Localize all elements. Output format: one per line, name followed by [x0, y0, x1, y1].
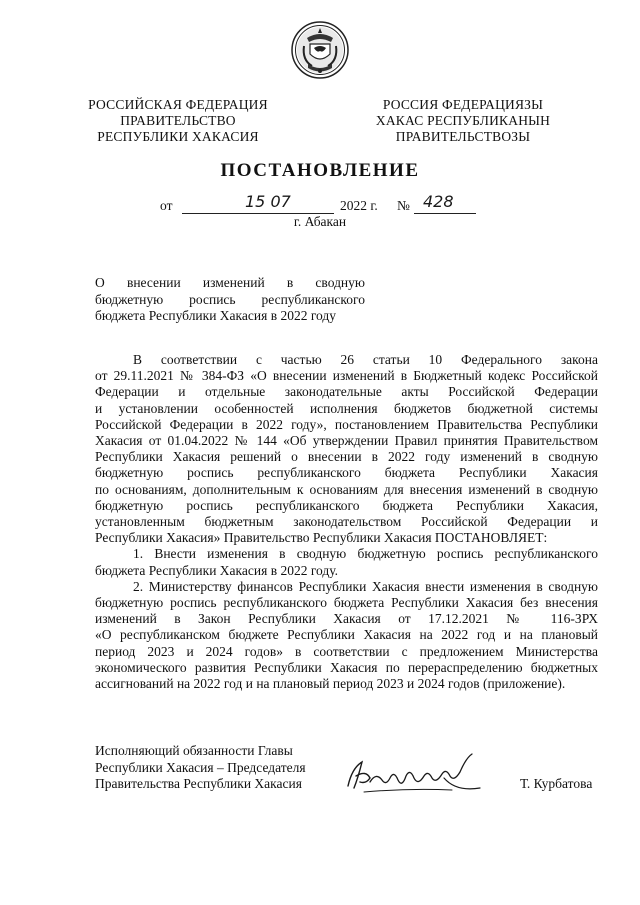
body-line: Республики Хакасия» Правительство Республики Хакасия ПОСТАНОВЛЯЕТ: [95, 530, 548, 546]
header-right [368, 97, 558, 145]
date-prefix: от [160, 198, 173, 213]
body-line: Федерации и отдельные законодательные акты Российской Федерации [95, 384, 598, 400]
item-2-line: изменений в Закон Республики Хакасия от 17.12.2021 № 116-ЗРХ [95, 611, 598, 627]
body-line: В соответствии с частью 26 статьи 10 Федерального закона [133, 352, 598, 367]
header-right-line: РОССИЯ ФЕДЕРАЦИЯЗЫ [382, 97, 544, 112]
body-line: бюджетную роспись республиканского бюджета Республики Хакасия, [95, 497, 598, 513]
body-line: по основаниям, дополнительным к основаниям для внесения изменений в сводную [95, 481, 598, 497]
item-2-line: бюджетную роспись республиканского бюджета Республики Хакасия без внесения [95, 595, 598, 611]
number-sign: № [397, 198, 410, 213]
signatory-position-line: Республики Хакасия – Председателя [95, 759, 306, 775]
header-left-line: РОССИЙСКАЯ ФЕДЕРАЦИЯ [88, 97, 268, 112]
document-title: ПОСТАНОВЛЕНИЕ [220, 160, 420, 181]
document-body [95, 352, 598, 692]
document-subject [95, 275, 365, 325]
header-left-line: ПРАВИТЕЛЬСТВО [120, 113, 236, 128]
body-line: Российской Федерации в 2022 году», постановлением Правительства Республики [95, 416, 598, 432]
item-1-line: 1. Внести изменения в сводную бюджетную роспись республиканского [133, 546, 598, 562]
signatory-position-line: Исполняющий обязанности Главы [95, 743, 293, 758]
signatory-position-line: Правительства Республики Хакасия [95, 776, 302, 791]
item-2-line: ассигнований на 2022 год и на плановый период 2023 и 2024 годов (приложение). [95, 676, 566, 692]
body-line: бюджетную роспись республиканского бюджета Республики Хакасия [95, 465, 598, 481]
item-2-line: экономического развития Республики Хакасия по перераспределению бюджетных [95, 659, 598, 675]
subject-line: бюджета Республики Хакасия в 2022 году [95, 308, 337, 323]
body-line: Хакасия от 01.04.2022 № 144 «Об утверждении Правил принятия Правительством [95, 433, 598, 449]
item-2-line: 2. Министерству финансов Республики Хакасия внести изменения в сводную [133, 578, 598, 594]
header-right-line: ХАКАС РЕСПУБЛИКАНЫН [375, 113, 551, 128]
handwritten-number: 428 [423, 192, 454, 211]
body-line: установленным бюджетным законодательством Российской Федерации и [95, 514, 598, 530]
coat-of-arms-icon [290, 20, 350, 80]
item-2-line: «О республиканском бюджете Республики Хакасия на 2022 год и на плановый [95, 627, 598, 643]
subject-line: бюджетную роспись республиканского [95, 291, 365, 307]
header-right-line: ПРАВИТЕЛЬСТВОЗЫ [395, 129, 531, 144]
header-left [88, 97, 268, 145]
signatory-position [95, 743, 345, 793]
signatory-name: Т. Курбатова [520, 776, 593, 791]
body-line: Республики Хакасия решений о внесении в 2022 году изменений в сводную [95, 449, 598, 465]
item-2-line: период 2023 и 2024 годов» в соответствии с предложением Министерства [95, 643, 598, 659]
date-number-line [160, 194, 490, 216]
city-label: г. Абакан [293, 214, 347, 229]
item-1-line: бюджета Республики Хакасия в 2022 году. [95, 562, 339, 578]
header-left-line: РЕСПУБЛИКИ ХАКАСИЯ [97, 129, 259, 144]
body-line: и установлении особенностей исполнения бюджетов бюджетной системы [95, 400, 598, 416]
handwritten-date: 15 07 [245, 192, 291, 211]
handwritten-signature [340, 748, 490, 798]
date-year: 2022 г. [340, 198, 378, 213]
body-line: от 29.11.2021 № 384-ФЗ «О внесении изменений в Бюджетный кодекс Российской [95, 368, 598, 384]
subject-line: О внесении изменений в сводную [95, 275, 365, 290]
